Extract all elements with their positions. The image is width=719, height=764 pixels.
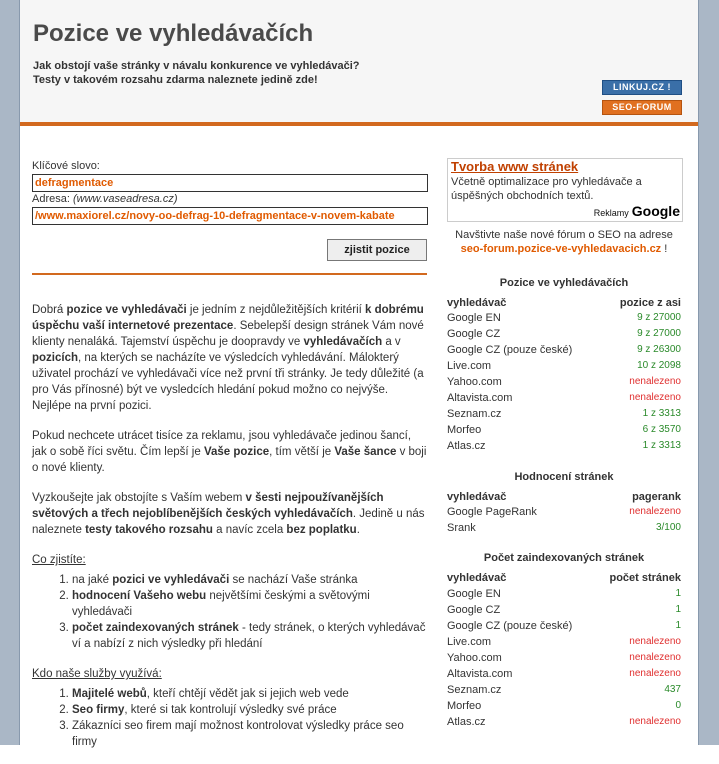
engine-name: Google CZ <box>447 328 501 340</box>
table-row <box>447 700 681 716</box>
rating-title: Hodnocení stránek <box>514 471 614 483</box>
emphasis-text: pozicích <box>32 352 79 364</box>
engine-name: Seznam.cz <box>447 408 502 420</box>
subtitle-line-1: Jak obstojí vaše stránky v návalu konkurence ve vyhledávači? <box>33 60 360 72</box>
emphasis-text: k dobrému úspěchu vaší internetové prezentace <box>32 304 424 332</box>
forum-suffix: ! <box>664 243 668 255</box>
ads-by-google[interactable] <box>594 203 680 219</box>
table-row <box>447 652 681 668</box>
engine-name: Google CZ <box>447 604 501 616</box>
emphasis-text: Seo firmy <box>72 704 125 716</box>
section-who-title: Kdo naše služby využívá: <box>32 668 162 680</box>
result-value: nenalezeno <box>629 506 681 517</box>
engine-name: Altavista.com <box>447 392 513 404</box>
body-text: . Jedině u nás naleznete <box>32 508 425 536</box>
engine-name: Seznam.cz <box>447 684 502 696</box>
submit-button[interactable]: zjistit pozice <box>327 239 427 261</box>
result-value: 1 z 3313 <box>642 408 681 419</box>
list-item <box>72 620 427 652</box>
body-text: a v <box>382 336 401 348</box>
table-row <box>447 522 681 538</box>
table-row <box>447 588 681 604</box>
header-divider <box>20 122 698 126</box>
engine-name: Yahoo.com <box>447 376 502 388</box>
result-value: nenalezeno <box>629 392 681 403</box>
list-item <box>72 686 427 702</box>
engine-name: Atlas.cz <box>447 716 486 728</box>
engine-name: Srank <box>447 522 476 534</box>
table-row <box>447 636 681 652</box>
engine-name: Yahoo.com <box>447 652 502 664</box>
engine-name: Atlas.cz <box>447 440 486 452</box>
form-divider <box>32 273 427 275</box>
table-row <box>447 506 681 522</box>
section-what-title: Co zjistíte: <box>32 554 86 566</box>
page-subtitle <box>33 59 360 87</box>
table-row <box>447 312 681 328</box>
engine-name: Google EN <box>447 312 501 324</box>
address-label: Adresa: <box>32 193 70 205</box>
positions-col-engine: vyhledávač <box>447 297 507 309</box>
emphasis-text: pozice ve vyhledávači <box>66 304 187 316</box>
engine-name: Google PageRank <box>447 506 537 518</box>
result-value: 9 z 27000 <box>637 312 681 323</box>
emphasis-text: Vaše pozice <box>203 446 270 458</box>
right-frame-border <box>698 0 719 745</box>
indexed-col-engine: vyhledávač <box>447 572 507 584</box>
result-value: 9 z 27000 <box>637 328 681 339</box>
table-row <box>447 604 681 620</box>
body-text: je jedním z nejdůležitějších kritérií <box>186 304 366 316</box>
rating-col-engine: vyhledávač <box>447 491 507 503</box>
result-value: 1 <box>675 588 681 599</box>
result-value: 3/100 <box>655 522 681 533</box>
body-text: . Sebelepší design stránek Vám nové klienty nenaláká. Tajemství úspěchu je doopravdy ve <box>32 320 424 348</box>
subtitle-line-2: Testy v takovém rozsahu zdarma naleznete jedině zde! <box>33 74 318 86</box>
list-item <box>72 702 427 718</box>
body-text: , kteří chtějí vědět jak si jejich web vede <box>146 688 349 700</box>
body-text: největšími českými a světovými vyhledávači <box>72 590 370 618</box>
section-who-list <box>32 686 427 750</box>
emphasis-text: Vaše šance <box>334 446 397 458</box>
ad-title-link[interactable]: Tvorba www stránek <box>451 159 579 174</box>
engine-name: Google CZ (pouze české) <box>447 620 573 632</box>
main-content <box>32 302 427 764</box>
table-row <box>447 392 681 408</box>
google-logo: Google <box>631 203 680 219</box>
list-item <box>72 572 427 588</box>
emphasis-text: testy takového rozsahu <box>85 524 213 536</box>
address-input[interactable]: /www.maxiorel.cz/novy-oo-defrag-10-defragmentace-v-novem-kabate <box>32 207 428 225</box>
keyword-input[interactable]: defragmentace <box>32 174 428 192</box>
keyword-label: Klíčové slovo: <box>32 160 100 172</box>
table-row <box>447 668 681 684</box>
body-text: , na kterých se nacházíte ve výsledcích vyhledávání. Málokterý uživatel prochází ve vyhledávači více než první tři stránky. Je tedy důležité (a pro Vás přínosné) být ve vysledcích hledání pokud možno co nejvýše. Nejlépe na první pozici. <box>32 352 424 412</box>
table-row <box>447 408 681 424</box>
table-row <box>447 360 681 376</box>
result-value: nenalezeno <box>629 652 681 663</box>
body-text: v boji o nové klienty. <box>32 446 427 474</box>
table-row <box>447 376 681 392</box>
engine-name: Live.com <box>447 636 492 648</box>
result-value: 0 <box>675 700 681 711</box>
body-text: Vyzkoušejte jak obstojíte s Vaším webem <box>32 492 246 504</box>
engine-name: Google EN <box>447 588 501 600</box>
emphasis-text: bez poplatku <box>286 524 357 536</box>
indexed-title: Počet zaindexovaných stránek <box>483 552 645 564</box>
body-text: se nachází Vaše stránka <box>229 574 358 586</box>
result-value: 6 z 3570 <box>642 424 681 435</box>
emphasis-text: Majitelé webů <box>72 688 147 700</box>
table-row <box>447 684 681 700</box>
table-row <box>447 328 681 344</box>
body-text: , které si tak kontrolují výsledky své práce <box>124 704 337 716</box>
result-value: 437 <box>664 684 681 695</box>
ad-text: Včetně optimalizace pro vyhledávače a úspěšných obchodních textů. <box>451 176 642 202</box>
body-text: , tím větší je <box>269 446 335 458</box>
result-value: nenalezeno <box>629 636 681 647</box>
list-item <box>72 588 427 620</box>
forum-note <box>447 228 681 256</box>
seo-forum-badge-link[interactable]: SEO-FORUM <box>602 100 682 115</box>
engine-name: Altavista.com <box>447 668 513 680</box>
intro-paragraph <box>32 302 427 414</box>
result-value: 10 z 2098 <box>637 360 681 371</box>
body-text: . <box>356 524 360 536</box>
page-title: Pozice ve vyhledávačích <box>33 20 314 47</box>
body-text: - tedy stránek, o kterých vyhledávač ví a nabízí z nich výsledky při hledání <box>72 622 426 650</box>
google-ad-box[interactable] <box>447 158 683 222</box>
left-frame-border <box>0 0 20 745</box>
ads-label: Reklamy <box>593 208 629 218</box>
positions-col-value: pozice z asi <box>619 297 681 309</box>
result-value: 1 <box>675 620 681 631</box>
body-text: Pokud nechcete utrácet tisíce za reklamu, jsou vyhledávače jedinou šancí, jak o sobě říci světu. Čím lepší je <box>32 430 412 458</box>
table-row <box>447 424 681 440</box>
result-value: nenalezeno <box>629 376 681 387</box>
positions-title: Pozice ve vyhledávačích <box>499 277 629 289</box>
emphasis-text: počet zaindexovaných stránek <box>72 622 239 634</box>
third-paragraph <box>32 490 427 538</box>
body-text: a navíc zcela <box>212 524 287 536</box>
engine-name: Google CZ (pouze české) <box>447 344 573 356</box>
body-text: Zákazníci seo firem mají možnost kontrolovat výsledky práce seo firmy <box>72 720 404 748</box>
table-row <box>447 716 681 732</box>
indexed-col-value: počet stránek <box>609 572 681 584</box>
engine-name: Live.com <box>447 360 492 372</box>
emphasis-text: v šesti nejpoužívanějších světových a třech nejoblíbenějších českých vyhledávačích <box>32 492 384 520</box>
section-what-list <box>32 572 427 652</box>
second-paragraph <box>32 428 427 476</box>
address-label-row <box>32 193 178 205</box>
table-row <box>447 440 681 456</box>
result-value: 9 z 26300 <box>637 344 681 355</box>
emphasis-text: vyhledávačích <box>303 336 383 348</box>
forum-note-text: Navštivte naše nové fórum o SEO na adrese <box>455 229 673 241</box>
page-header <box>20 0 698 122</box>
emphasis-text: pozici ve vyhledávači <box>112 574 230 586</box>
body-text: na jaké <box>72 574 113 586</box>
address-hint: (www.vaseadresa.cz) <box>72 193 178 205</box>
engine-name: Morfeo <box>447 424 482 436</box>
result-value: nenalezeno <box>629 716 681 727</box>
result-value: 1 z 3313 <box>642 440 681 451</box>
rating-col-value: pagerank <box>632 491 681 503</box>
list-item <box>72 718 427 750</box>
table-row <box>447 344 681 360</box>
table-row <box>447 620 681 636</box>
body-text: Dobrá <box>32 304 67 316</box>
engine-name: Morfeo <box>447 700 482 712</box>
emphasis-text: hodnocení Vašeho webu <box>72 590 207 602</box>
result-value: nenalezeno <box>629 668 681 679</box>
linkuj-badge-link[interactable]: LINKUJ.CZ ! <box>602 80 682 95</box>
forum-link[interactable]: seo-forum.pozice-ve-vyhledavacich.cz <box>460 243 662 255</box>
result-value: 1 <box>675 604 681 615</box>
